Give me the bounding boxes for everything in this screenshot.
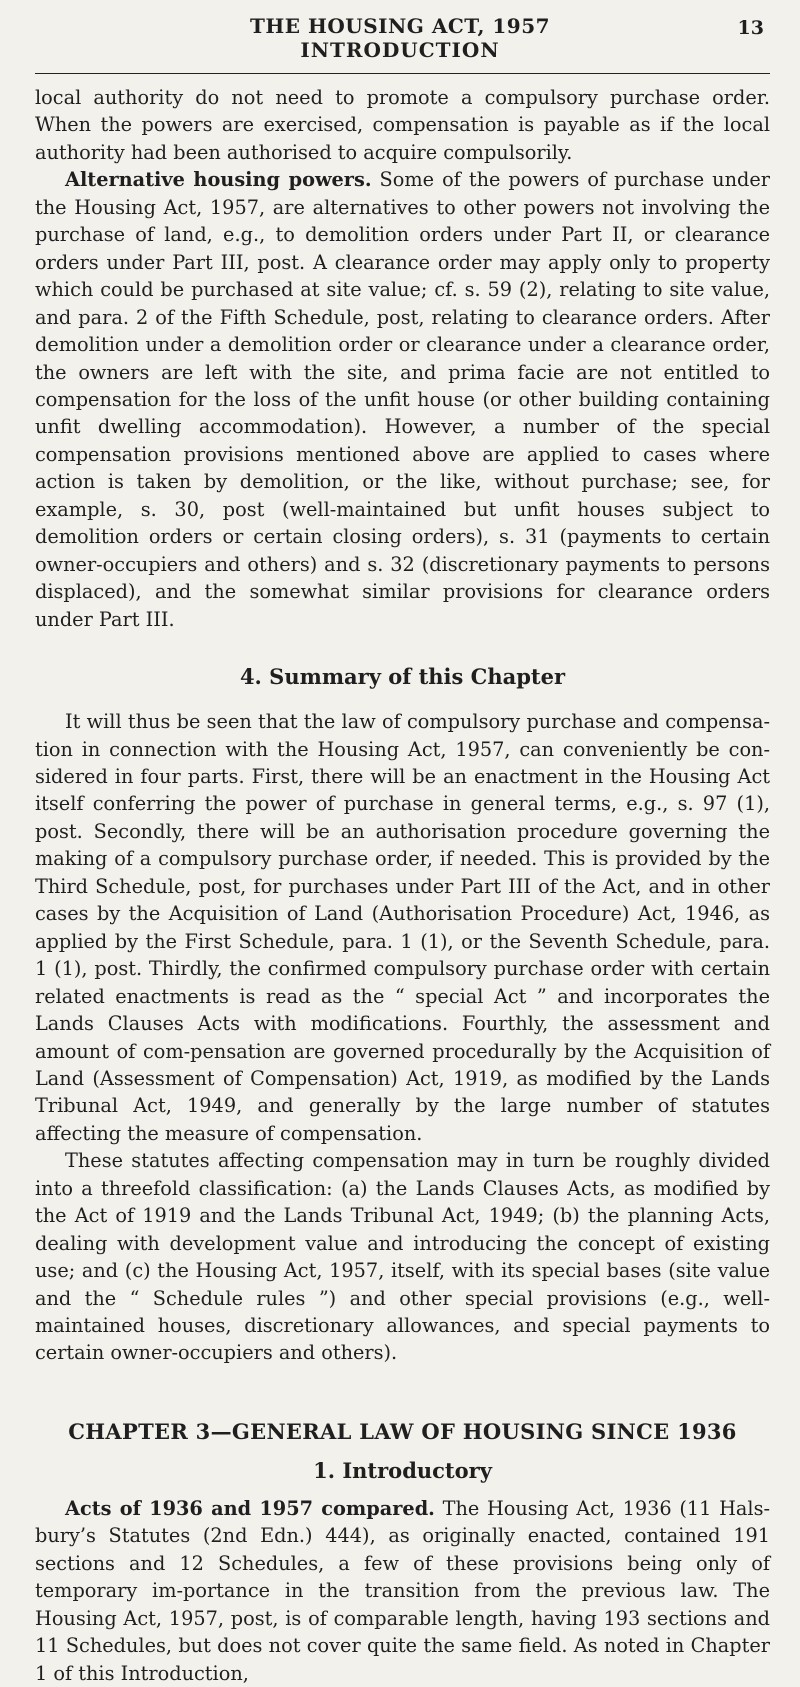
- paragraph-text: The Housing Act, 1936 (11 Hals-bury’s Statutes (2nd Edn.) 444), as originally enacted, contained 191 sections and 12 Schedules, a few of these provisions being only of temporary im-portance in the transition from the previous law. The Housing Act, 1957, post, is of comparable length, having 193 sections and 11 Schedules, but does not cover quite the same field. As noted in Chapter 1 of this Introduction,: [35, 1496, 770, 1685]
- page-header: [0, 14, 800, 64]
- section-title: INTRODUCTION: [300, 38, 500, 62]
- section-heading-introductory: 1. Introductory: [313, 1457, 492, 1483]
- paragraph-text: Some of the powers of purchase under the Housing Act, 1957, are alternatives to other powers not involving the purchase of land, e.g., to demolition orders under Part II, or clearance orders under Part III, post. A clearance order may apply only to property which could be purchased at site value; cf. s. 59 (2), relating to site value, and para. 2 of the Fifth Schedule, post, relating to clearance orders. After demolition under a demolition order or clearance under a clearance order, the owners are left with the site, and prima facie are not entitled to compensation for the loss of the unfit house (or other building containing unfit dwelling accommodation). However, a number of the special compensation provisions mentioned above are applied to cases where action is taken by demolition, or the like, without purchase; see, for example, s. 30, post (well-maintained but unfit houses subject to demolition orders or certain closing orders), s. 31 (payments to certain owner-occupiers and others) and s. 32 (discretionary payments to persons displaced), and the somewhat similar provisions for clearance orders under Part III.: [35, 168, 770, 631]
- paragraph-threefold-classification: These statutes affecting compensation may in turn be roughly divided into a threefold classification: (a) the Lands Clauses Acts, as modified by the Act of 1919 and the Lands Tribunal Act, 1949; (b) the planning Acts, dealing with development value and introducing the concept of existing use; and (c) the Housing Act, 1957, itself, with its special bases (site value and the “ Schedule rules ”) and other special provisions (e.g., well-maintained houses, discretionary allowances, and special payments to certain owner-occupiers and others).: [35, 1149, 770, 1365]
- paragraph-alternative-housing-powers: [35, 166, 770, 633]
- running-title: THE HOUSING ACT, 1957: [249, 14, 551, 38]
- chapter-heading: CHAPTER 3—GENERAL LAW OF HOUSING SINCE 1936: [68, 1418, 737, 1444]
- run-in-heading: Acts of 1936 and 1957 compared.: [65, 1496, 435, 1520]
- paragraph-summary: It will thus be seen that the law of compulsory purchase and compensa-tion in connection with the Housing Act, 1957, can conveniently be con-sidered in four parts. First, there will be an enactment in the Housing Act itself conferring the power of purchase in general terms, e.g., s. 97 (1), post. Secondly, there will be an authorisation procedure governing the making of a compulsory purchase order, if needed. This is provided by the Third Schedule, post, for purchases under Part III of the Act, and in other cases by the Acquisition of Land (Authorisation Procedure) Act, 1946, as applied by the First Schedule, para. 1 (1), or the Seventh Schedule, para. 1 (1), post. Thirdly, the confirmed compulsory purchase order with certain related enactments is read as the “ special Act ” and incorporates the Lands Clauses Acts with modifications. Fourthly, the assessment and amount of com-pensation are governed procedurally by the Acquisition of Land (Assessment of Compensation) Act, 1919, as modified by the Lands Tribunal Act, 1949, and generally by the large number of statutes affecting the measure of compensation.: [35, 710, 770, 1145]
- page-body: [35, 84, 770, 1687]
- page-number: 13: [737, 17, 764, 39]
- header-rule: [35, 73, 770, 74]
- paragraph-acts-compared: [35, 1495, 770, 1687]
- run-in-heading: Alternative housing powers.: [65, 168, 372, 192]
- section-heading-summary: 4. Summary of this Chapter: [239, 664, 566, 690]
- paragraph-1: local authority do not need to promote a compulsory purchase order. When the powers are exercised, compensation is payable as if the local authority had been authorised to acquire compulsorily.: [35, 86, 770, 164]
